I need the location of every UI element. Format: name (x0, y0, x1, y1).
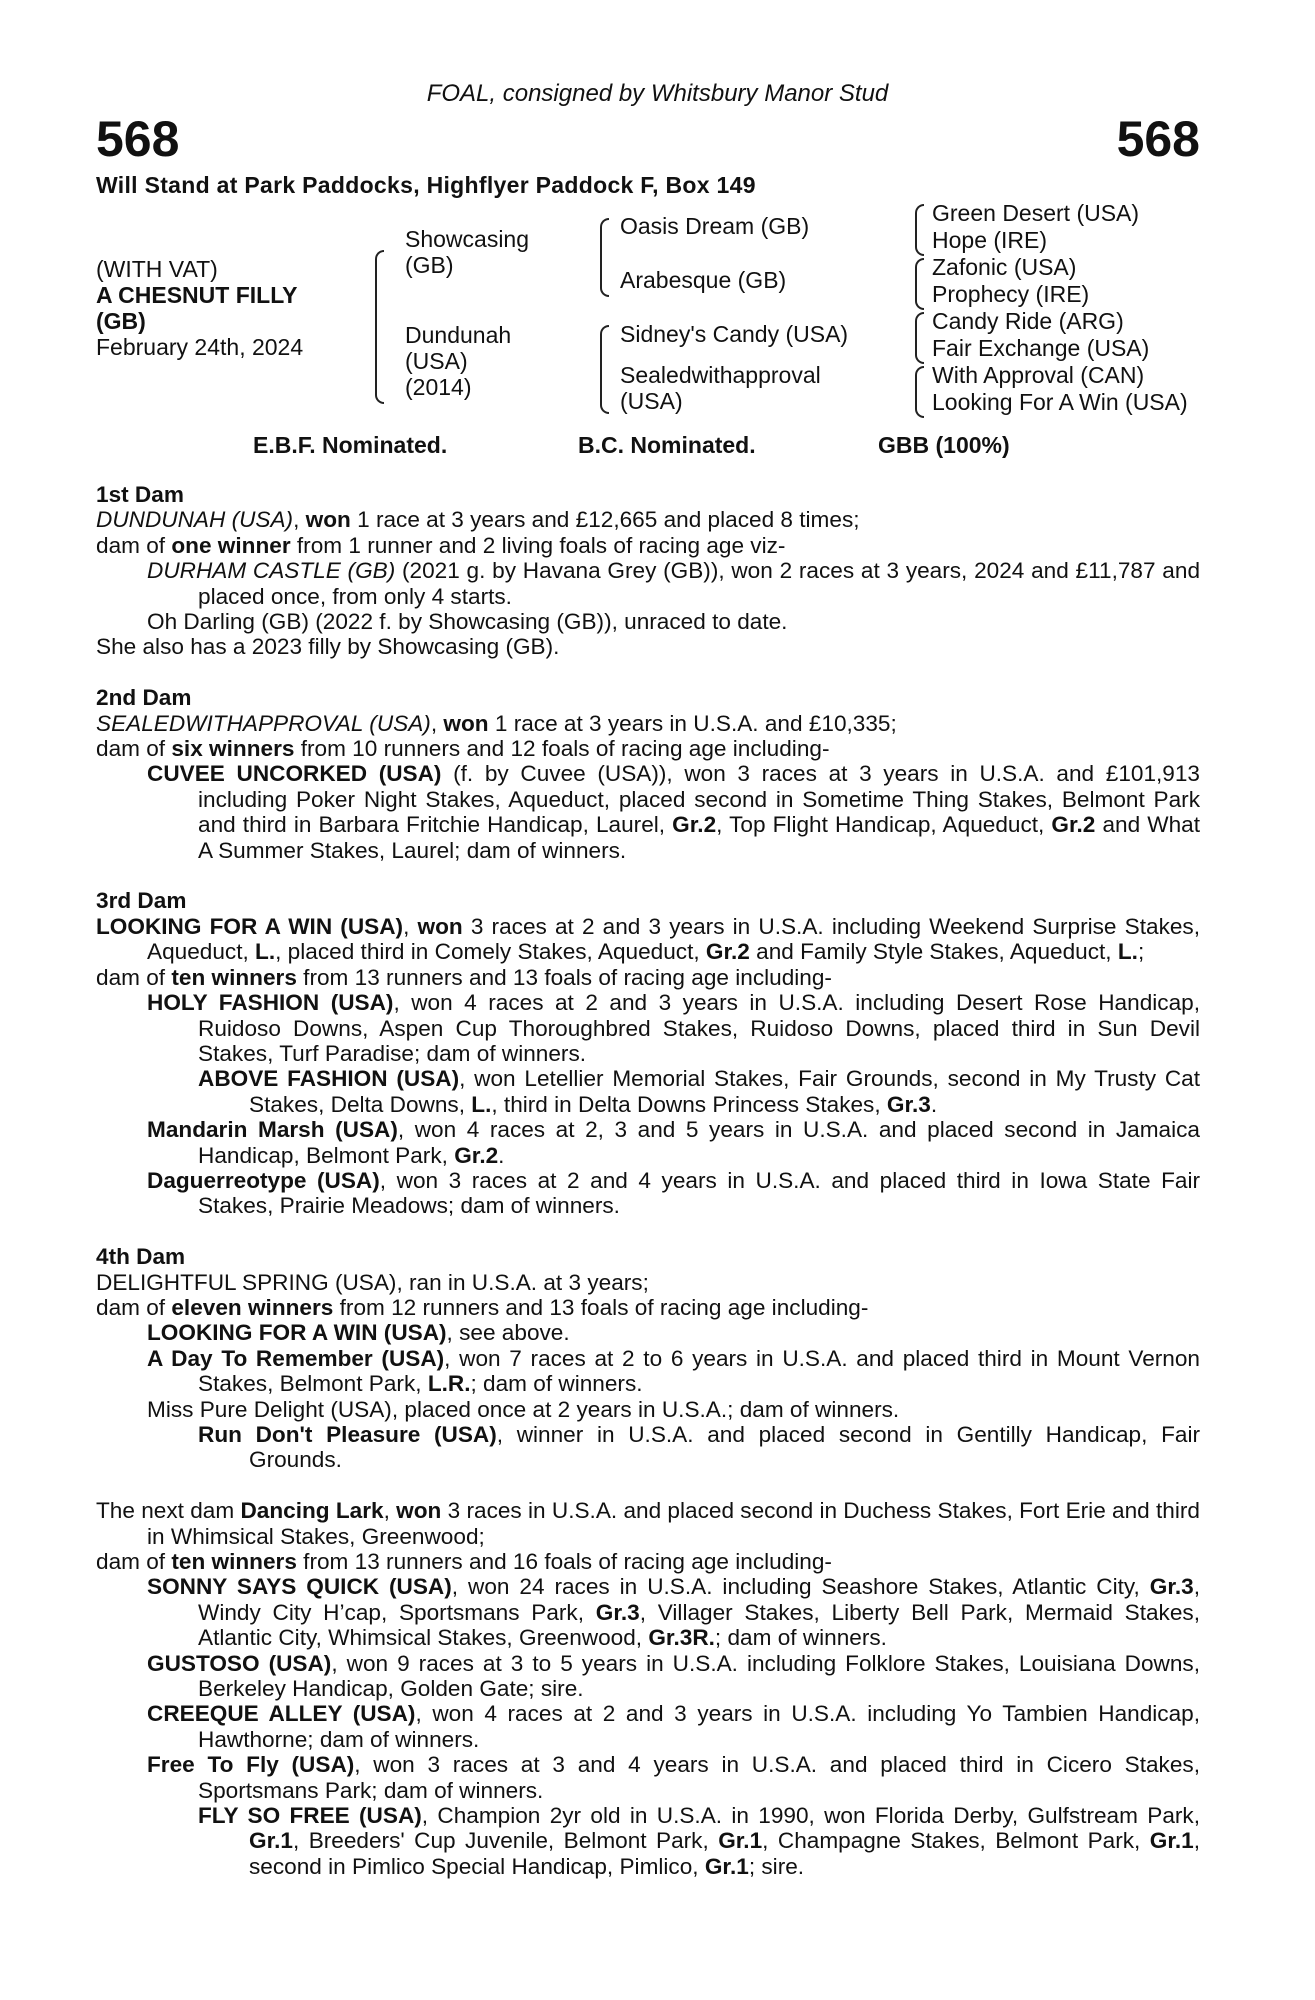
text: , Villager Stakes, Liberty Bell Park, Mermaid Stakes, Atlantic City, Whimsical Stakes, Greenwood, (198, 1599, 1200, 1651)
text: 1 race at 3 years in U.S.A. and £10,335; (488, 710, 897, 736)
text: 3 races at 2 and 3 years in U.S.A. including Weekend Surprise Stakes, Aqueduct, (147, 913, 1201, 965)
ebf-nomination: E.B.F. Nominated. (253, 432, 448, 458)
record-paragraph (147, 1117, 1200, 1168)
text: , Champion 2yr old in U.S.A. in 1990, won Florida Derby, Gulfstream Park, (421, 1803, 1200, 1829)
text: ; (1137, 939, 1145, 965)
italic-text: DURHAM CASTLE (GB) (147, 558, 396, 584)
bold-text: Gr.1 (1149, 1828, 1194, 1854)
text: , won 4 races at 2 and 3 years in U.S.A. including Yo Tambien Handicap, Hawthorne; dam of winners. (198, 1701, 1200, 1752)
record-paragraph (96, 914, 1200, 965)
bold-text: Gr.2 (454, 1142, 499, 1168)
bold-text: Gr.2 (1051, 812, 1096, 838)
text: , Windy City H’cap, Sportsmans Park, (198, 1574, 1200, 1625)
dam-name: Dundunah (405, 322, 512, 348)
text: . (930, 1091, 938, 1117)
bold-text: Gr.3 (886, 1091, 931, 1117)
gen3-ancestor: Zafonic (USA) (932, 254, 1077, 280)
text: , won 4 races at 2, 3 and 5 years in U.S.A. and placed second in Jamaica Handicap, Belmont Park, (198, 1117, 1200, 1168)
text: DELIGHTFUL SPRING (USA), ran in U.S.A. at 3 years; (96, 1269, 649, 1295)
gen3-ancestor: With Approval (CAN) (932, 362, 1145, 388)
text: , (293, 507, 306, 533)
record-paragraph (147, 990, 1200, 1066)
text: ; dam of winners. (470, 1371, 643, 1397)
text: , won 24 races in U.S.A. including Seashore Stakes, Atlantic City, (451, 1574, 1150, 1600)
bold-text: FLY SO FREE (USA) (198, 1803, 422, 1829)
text: , Top Flight Handicap, Aqueduct, (716, 812, 1052, 838)
bold-text: won (417, 913, 463, 939)
text: , placed third in Comely Stakes, Aqueduct, (275, 939, 706, 965)
section-heading: 4th Dam (96, 1244, 186, 1270)
text: ; dam of winners. (714, 1625, 887, 1651)
bold-text: CUVEE UNCORKED (USA) (147, 761, 442, 787)
brace-sire (600, 218, 609, 297)
bold-text: L.R. (427, 1371, 471, 1397)
bold-text: Gr.3R. (648, 1625, 715, 1651)
record-paragraph (147, 1397, 1200, 1422)
text: from 12 runners and 13 foals of racing age including- (333, 1294, 869, 1320)
bold-text: won (305, 507, 351, 533)
gbb-status: GBB (100%) (878, 432, 1010, 458)
bold-text: ABOVE FASHION (USA) (198, 1066, 460, 1092)
horse-name: A CHESNUT FILLY (96, 282, 298, 308)
text: dam of (96, 1294, 172, 1320)
text: , Breeders' Cup Juvenile, Belmont Park, (292, 1828, 719, 1854)
bold-text: Gr.3 (1149, 1574, 1194, 1600)
bold-text: SONNY SAYS QUICK (USA) (147, 1574, 452, 1600)
bold-text: CREEQUE ALLEY (USA) (147, 1701, 416, 1727)
bold-text: ten winners (171, 964, 297, 990)
gen3-ancestor: Candy Ride (ARG) (932, 308, 1124, 334)
text: , won 3 races at 2 and 4 years in U.S.A. and placed third in Iowa State Fair Stakes, Prairie Meadows; dam of winners. (198, 1167, 1200, 1219)
record-paragraph (96, 1295, 1200, 1320)
dam-section (96, 1244, 1200, 1473)
text: dam of (96, 1549, 172, 1574)
bold-text: Gr.2 (672, 812, 717, 838)
text: ; sire. (748, 1853, 805, 1879)
text: , won 3 races at 3 and 4 years in U.S.A. and placed third in Cicero Stakes, Sportsmans Park; dam of winners. (198, 1752, 1200, 1803)
record-paragraph (96, 711, 1200, 736)
bold-text: Mandarin Marsh (USA) (147, 1117, 398, 1143)
bc-nomination: B.C. Nominated. (578, 432, 756, 458)
record-paragraph (147, 1320, 1200, 1345)
brace-gen1 (375, 250, 384, 404)
text: , third in Delta Downs Princess Stakes, (491, 1091, 887, 1117)
bold-text: Gr.2 (705, 939, 750, 965)
foaling-date: February 24th, 2024 (96, 334, 304, 360)
text: from 13 runners and 13 foals of racing age including- (296, 964, 832, 990)
text: 3 races in U.S.A. and placed second in Duchess Stakes, Fort Erie and third in Whimsical Stakes, Greenwood; (147, 1498, 1200, 1549)
italic-text: DUNDUNAH (USA) (96, 507, 294, 533)
text: . (498, 1142, 505, 1168)
sire-country: (GB) (405, 252, 454, 278)
sire-name: Showcasing (405, 226, 530, 252)
bold-text: Gr.3 (595, 1599, 640, 1625)
bold-text: L. (1117, 939, 1138, 965)
bold-text: one winner (171, 532, 291, 558)
text: , won 9 races at 3 to 5 years in U.S.A. including Folklore Stakes, Louisiana Downs, Berkeley Handicap, Golden Gate; sire. (198, 1650, 1200, 1702)
dam-section (96, 888, 1200, 1218)
text: from 13 runners and 16 foals of racing age including- (296, 1549, 832, 1574)
bold-text: Gr.1 (704, 1853, 749, 1879)
bold-text: Daguerreotype (USA) (147, 1167, 380, 1193)
gen3-ancestor: Fair Exchange (USA) (932, 335, 1150, 361)
stand-location: Will Stand at Park Paddocks, Highflyer Paddock F, Box 149 (96, 172, 756, 198)
bold-text: LOOKING FOR A WIN (USA) (147, 1320, 447, 1346)
text: from 1 runner and 2 living foals of racing age viz- (290, 532, 786, 558)
text: , Champagne Stakes, Belmont Park, (762, 1828, 1150, 1854)
brace-g3-1 (915, 204, 924, 256)
sire-dam: Arabesque (GB) (620, 267, 787, 293)
record-paragraph (96, 507, 1200, 532)
text: dam of (96, 532, 172, 558)
bold-text: LOOKING FOR A WIN (USA) (96, 913, 404, 939)
text: 1 race at 3 years and £12,665 and placed 8 times; (350, 507, 860, 533)
dam-dam: Sealedwithapproval (620, 362, 821, 388)
section-heading: 3rd Dam (96, 888, 187, 914)
bold-text: six winners (171, 736, 295, 762)
bold-text: won (396, 1498, 442, 1524)
record-paragraph (147, 1651, 1200, 1702)
record-paragraph (147, 1701, 1200, 1752)
record-paragraph (96, 736, 1200, 761)
bold-text: eleven winners (171, 1294, 334, 1320)
dam-section (96, 482, 1200, 660)
record-paragraph (96, 1270, 1200, 1295)
gen3-ancestor: Prophecy (IRE) (932, 281, 1090, 307)
bold-text: ten winners (171, 1549, 297, 1574)
italic-text: SEALEDWITHAPPROVAL (USA) (96, 710, 431, 736)
bold-text: Gr.1 (718, 1828, 763, 1854)
record-paragraph (147, 1346, 1200, 1397)
dam-section (96, 685, 1200, 863)
text: (2021 g. by Havana Grey (GB)), won 2 races at 3 years, 2024 and £11,787 and placed once, from only 4 starts. (198, 558, 1201, 609)
brace-g3-4 (915, 366, 924, 418)
dam-country: (USA) (405, 348, 468, 374)
text: , (430, 710, 444, 736)
text: and Family Style Stakes, Aqueduct, (749, 939, 1118, 965)
record-paragraph (198, 1803, 1200, 1879)
text: (f. by Cuvee (USA)), won 3 races at 3 years in U.S.A. and £101,913 including Poker Night Stakes, Aqueduct, placed second in Sometime Thing Stakes, Belmont Park and third in Barbara Fritchie Handicap, Laurel, (198, 761, 1200, 838)
bold-text: Run Don't Pleasure (USA) (198, 1421, 497, 1447)
horse-name-country: (GB) (96, 308, 146, 334)
record-paragraph (147, 609, 1200, 634)
brace-dam (600, 325, 609, 414)
record-paragraph (96, 1498, 1200, 1549)
text: dam of (96, 964, 172, 990)
gen3-ancestor: Hope (IRE) (932, 227, 1048, 253)
lot-number-left: 568 (96, 111, 180, 167)
section-heading: 1st Dam (96, 482, 184, 507)
text: , see above. (446, 1320, 570, 1346)
with-vat-label: (WITH VAT) (96, 256, 218, 282)
record-paragraph (147, 1574, 1200, 1650)
brace-g3-3 (915, 312, 924, 364)
text: and What A Summer Stakes, Laurel; dam of winners. (198, 812, 1200, 863)
text: from 10 runners and 12 foals of racing age including- (294, 736, 830, 762)
record-paragraph (147, 761, 1200, 863)
record-paragraph (96, 1549, 1200, 1574)
record-paragraph (96, 533, 1200, 558)
record-paragraph (147, 1168, 1200, 1219)
record-paragraph (147, 558, 1200, 609)
bold-text: GUSTOSO (USA) (147, 1650, 332, 1676)
text: The next dam (96, 1498, 241, 1524)
dam-dam-country: (USA) (620, 388, 683, 414)
bold-text: Dancing Lark (240, 1498, 384, 1524)
text: , won 4 races at 2 and 3 years in U.S.A. including Desert Rose Handicap, Ruidoso Downs, Aspen Cup Thoroughbred Stakes, Ruidoso Downs, placed third in Sun Devil Stakes, Turf Paradise; dam of winners. (198, 990, 1200, 1066)
text: , won Letellier Memorial Stakes, Fair Grounds, second in My Trusty Cat Stakes, Delta Downs, (249, 1066, 1200, 1117)
text: Miss Pure Delight (USA), placed once at 2 years in U.S.A.; dam of winners. (147, 1396, 900, 1422)
gen3-ancestor: Looking For A Win (USA) (932, 389, 1188, 415)
record-paragraph (198, 1066, 1200, 1117)
text: Oh Darling (GB) (2022 f. by Showcasing (GB)), unraced to date. (147, 609, 788, 635)
record-paragraph (96, 965, 1200, 990)
gen3-ancestor: Green Desert (USA) (932, 200, 1140, 226)
text: dam of (96, 736, 172, 762)
text: , winner in U.S.A. and placed second in Gentilly Handicap, Fair Grounds. (249, 1421, 1200, 1473)
brace-g3-2 (915, 258, 924, 310)
bold-text: L. (255, 939, 276, 965)
text: , (383, 1498, 397, 1524)
bold-text: Free To Fly (USA) (147, 1752, 355, 1778)
record-paragraph (198, 1422, 1200, 1473)
sire-sire: Oasis Dream (GB) (620, 213, 810, 239)
bold-text: won (443, 710, 489, 736)
text: She also has a 2023 filly by Showcasing (GB). (96, 634, 560, 660)
lot-number-right: 568 (1116, 111, 1200, 167)
text: , second in Pimlico Special Handicap, Pimlico, (249, 1828, 1200, 1879)
record-paragraph (147, 1752, 1200, 1803)
produce-record (96, 482, 1200, 1905)
dam-sire: Sidney's Candy (USA) (620, 321, 849, 347)
text: , (403, 913, 418, 939)
dam-year: (2014) (405, 374, 472, 400)
bold-text: L. (471, 1091, 492, 1117)
section-heading: 2nd Dam (96, 685, 192, 711)
bold-text: A Day To Remember (USA) (147, 1345, 445, 1371)
bold-text: HOLY FASHION (USA) (147, 990, 394, 1016)
consignor-line: FOAL, consigned by Whitsbury Manor Stud (426, 80, 889, 107)
text: , won 7 races at 2 to 6 years in U.S.A. and placed third in Mount Vernon Stakes, Belmont Park, (198, 1345, 1200, 1397)
dam-section (96, 1498, 1200, 1879)
record-paragraph (96, 634, 1200, 659)
bold-text: Gr.1 (249, 1828, 293, 1854)
